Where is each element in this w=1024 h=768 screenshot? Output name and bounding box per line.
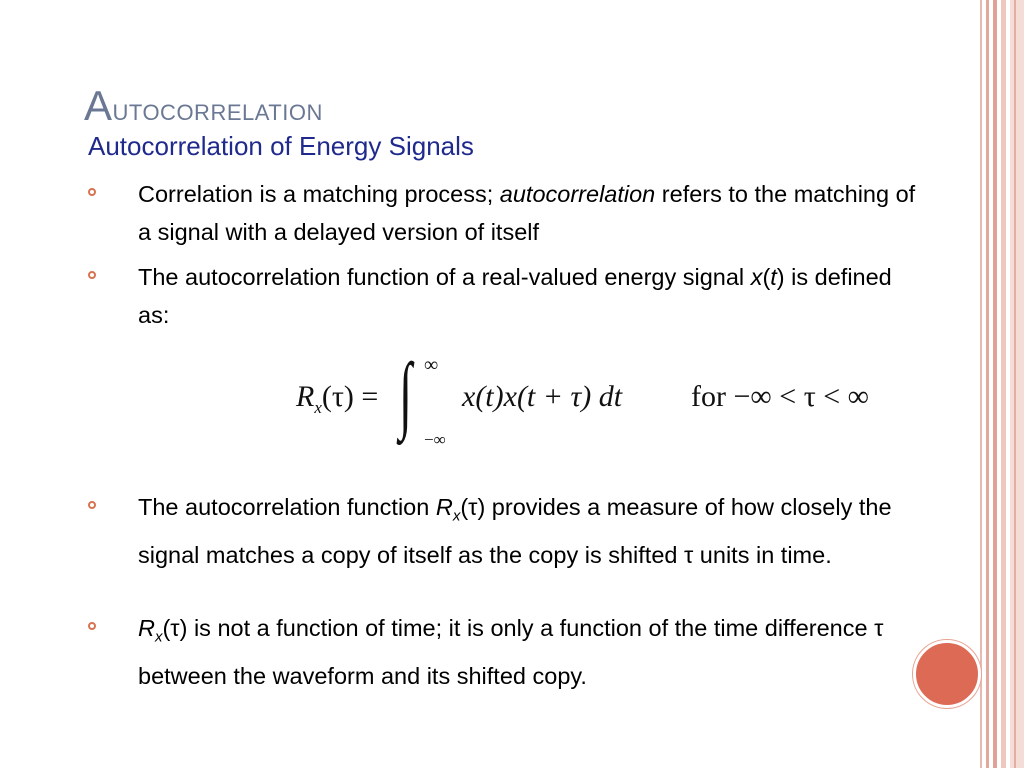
bullet-circle-icon — [88, 501, 96, 509]
title-rest: utocorrelation — [112, 91, 323, 127]
slide-subtitle: Autocorrelation of Energy Signals — [88, 131, 474, 161]
text-run: (τ) — [162, 615, 188, 641]
text-run: Correlation is a matching process; — [138, 181, 500, 207]
bullet-text — [138, 175, 928, 251]
bullet-text — [138, 258, 928, 334]
text-run: is not a function of time; it is only a function of the time difference τ between the waveform and its shifted copy. — [138, 615, 884, 689]
border-stripe — [986, 0, 989, 768]
math-variable: R — [138, 615, 155, 641]
border-stripe — [1001, 0, 1006, 768]
text-run: is defined as: — [138, 264, 892, 328]
equation-condition: for −∞ < τ < ∞ — [691, 380, 870, 413]
border-stripe — [993, 0, 997, 768]
integral-upper-limit: ∞ — [424, 354, 439, 376]
decorative-border — [980, 0, 1024, 768]
text-run: ) — [776, 264, 785, 290]
slide-title — [84, 84, 323, 131]
border-stripe — [980, 0, 982, 768]
math-subscript: x — [314, 398, 322, 417]
bullet-circle-icon — [88, 188, 96, 196]
bullet-circle-icon — [88, 622, 96, 630]
math-subscript: x — [452, 507, 461, 525]
text-run: ( — [762, 264, 771, 290]
bullet-text — [138, 609, 928, 695]
bullet-circle-icon — [88, 271, 96, 279]
text-run: provides a measure of how closely the signal matches a copy of itself as the copy is shifted τ units in time. — [138, 494, 892, 568]
text-run: The autocorrelation function — [138, 494, 436, 520]
border-stripe — [1014, 0, 1016, 768]
math-variable: x — [750, 264, 763, 290]
border-stripe — [1010, 0, 1024, 768]
text-run: refers to the matching of a signal with a delayed version of itself — [138, 181, 916, 245]
integral-sign: ∫ — [399, 345, 412, 441]
bullet-text — [138, 488, 928, 574]
integral-lower-limit: −∞ — [424, 430, 446, 449]
math-subscript: x — [154, 628, 163, 646]
equation-lhs — [296, 380, 378, 418]
math-variable: t — [770, 264, 777, 290]
math-variable: R — [296, 380, 315, 413]
autocorrelation-equation — [296, 345, 916, 452]
integrand: x(t)x(t + τ) dt — [462, 380, 623, 413]
text-run: The autocorrelation function of a real-valued energy signal — [138, 264, 751, 290]
text-run: (τ) — [460, 494, 486, 520]
title-initial: A — [84, 82, 113, 129]
text-run: (τ) = — [321, 380, 379, 413]
math-variable: R — [435, 494, 453, 520]
emphasis-text: autocorrelation — [499, 181, 656, 207]
